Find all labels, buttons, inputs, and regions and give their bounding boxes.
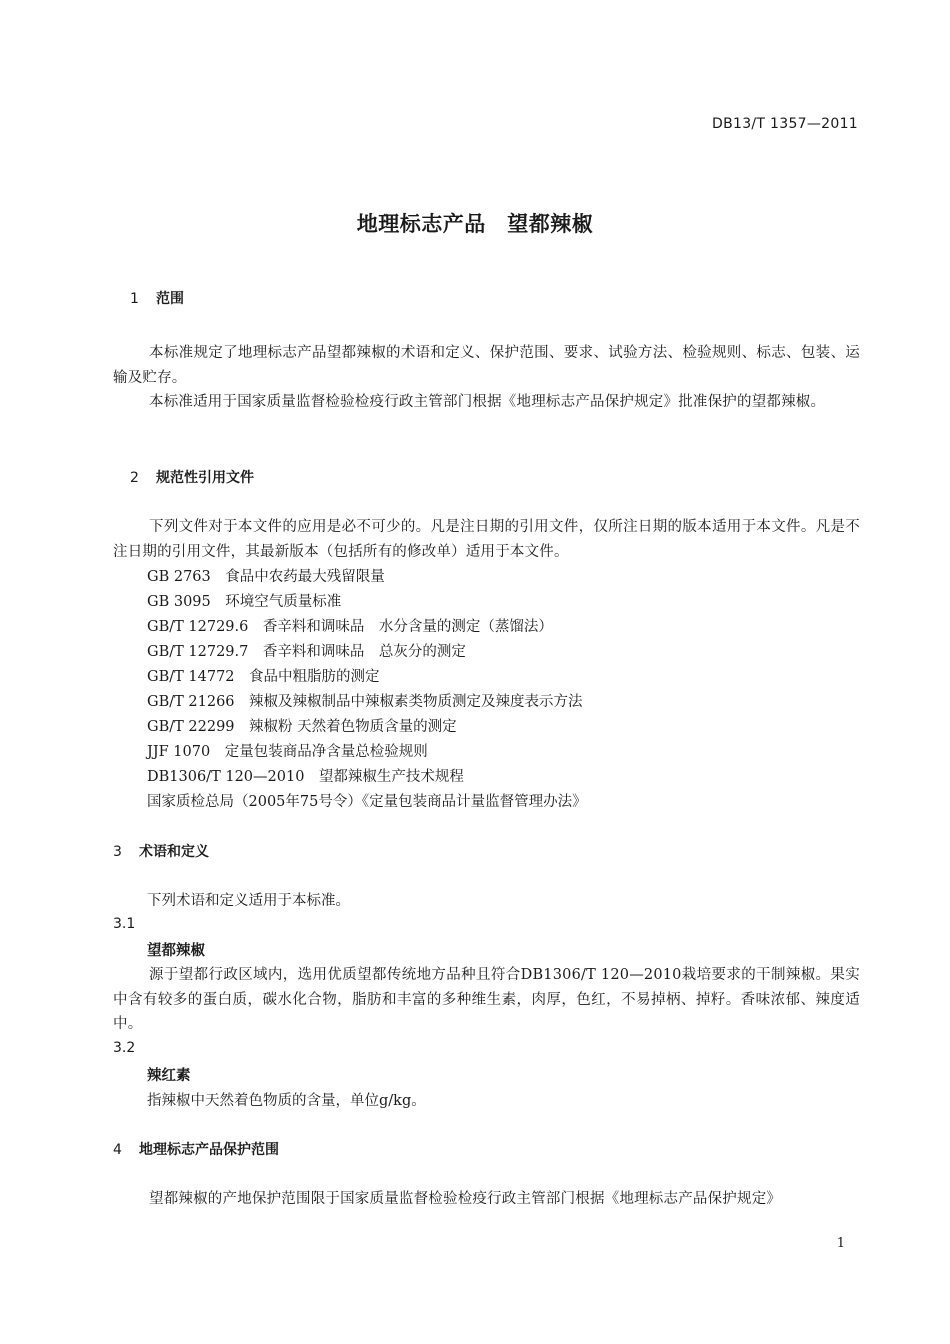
term-name: 望都辣椒 — [147, 943, 205, 959]
reference-item: GB 2763 食品中农药最大残留限量 — [147, 569, 385, 585]
term-number: 3.2 — [113, 1040, 136, 1056]
section-3-heading — [113, 841, 209, 861]
section-4-paragraph-1: 望都辣椒的产地保护范围限于国家质量监督检验检疫行政主管部门根据《地理标志产品保护规定》 — [149, 1191, 782, 1207]
term-definition: 源于望都行政区域内，选用优质望都传统地方品种且符合DB1306/T 120—2010栽培要求的干制辣椒。果实中含有较多的蛋白质，碳水化合物，脂肪和丰富的多种维生素，肉厚，色红，不易掉柄、掉籽。香味浓郁、辣度适中。 — [113, 967, 860, 1032]
section-2-heading — [130, 467, 254, 487]
section-4-heading — [113, 1139, 279, 1159]
reference-item: GB/T 21266 辣椒及辣椒制品中辣椒素类物质测定及辣度表示方法 — [147, 694, 583, 710]
reference-item: 国家质检总局（2005年75号令）《定量包装商品计量监督管理办法》 — [147, 794, 587, 810]
section-title: 术语和定义 — [139, 844, 209, 860]
reference-item: GB/T 14772 食品中粗脂肪的测定 — [147, 669, 380, 685]
section-2-intro: 下列文件对于本文件的应用是必不可少的。凡是注日期的引用文件，仅所注日期的版本适用于本文件。凡是不注日期的引用文件，其最新版本（包括所有的修改单）适用于本文件。 — [113, 519, 860, 560]
reference-item: JJF 1070 定量包装商品净含量总检验规则 — [147, 744, 428, 760]
reference-item: GB/T 12729.6 香辛料和调味品 水分含量的测定（蒸馏法） — [147, 619, 553, 635]
section-title: 规范性引用文件 — [156, 470, 254, 486]
reference-item: DB1306/T 120—2010 望都辣椒生产技术规程 — [147, 769, 464, 785]
page-number: 1 — [836, 1236, 845, 1251]
term-number: 3.1 — [113, 916, 136, 932]
reference-item: GB/T 22299 辣椒粉 天然着色物质含量的测定 — [147, 719, 457, 735]
section-1-paragraph-1: 本标准规定了地理标志产品望都辣椒的术语和定义、保护范围、要求、试验方法、检验规则、标志、包装、运输及贮存。 — [113, 345, 860, 386]
reference-item: GB/T 12729.7 香辛料和调味品 总灰分的测定 — [147, 644, 466, 660]
term-name: 辣红素 — [147, 1068, 191, 1084]
section-number: 3 — [113, 844, 122, 860]
reference-item: GB 3095 环境空气质量标准 — [147, 594, 342, 610]
section-number: 2 — [130, 470, 139, 486]
section-1-paragraph-2: 本标准适用于国家质量监督检验检疫行政主管部门根据《地理标志产品保护规定》批准保护的望都辣椒。 — [149, 394, 826, 410]
term-definition: 指辣椒中天然着色物质的含量，单位g/kg。 — [147, 1093, 426, 1109]
section-title: 地理标志产品保护范围 — [139, 1142, 279, 1158]
section-3-intro: 下列术语和定义适用于本标准。 — [147, 893, 350, 909]
section-1-heading — [130, 288, 184, 308]
section-number: 4 — [113, 1142, 122, 1158]
document-title: 地理标志产品 望都辣椒 — [356, 212, 594, 236]
section-number: 1 — [130, 291, 139, 307]
standard-code: DB13/T 1357—2011 — [712, 116, 858, 132]
section-title: 范围 — [156, 291, 184, 307]
